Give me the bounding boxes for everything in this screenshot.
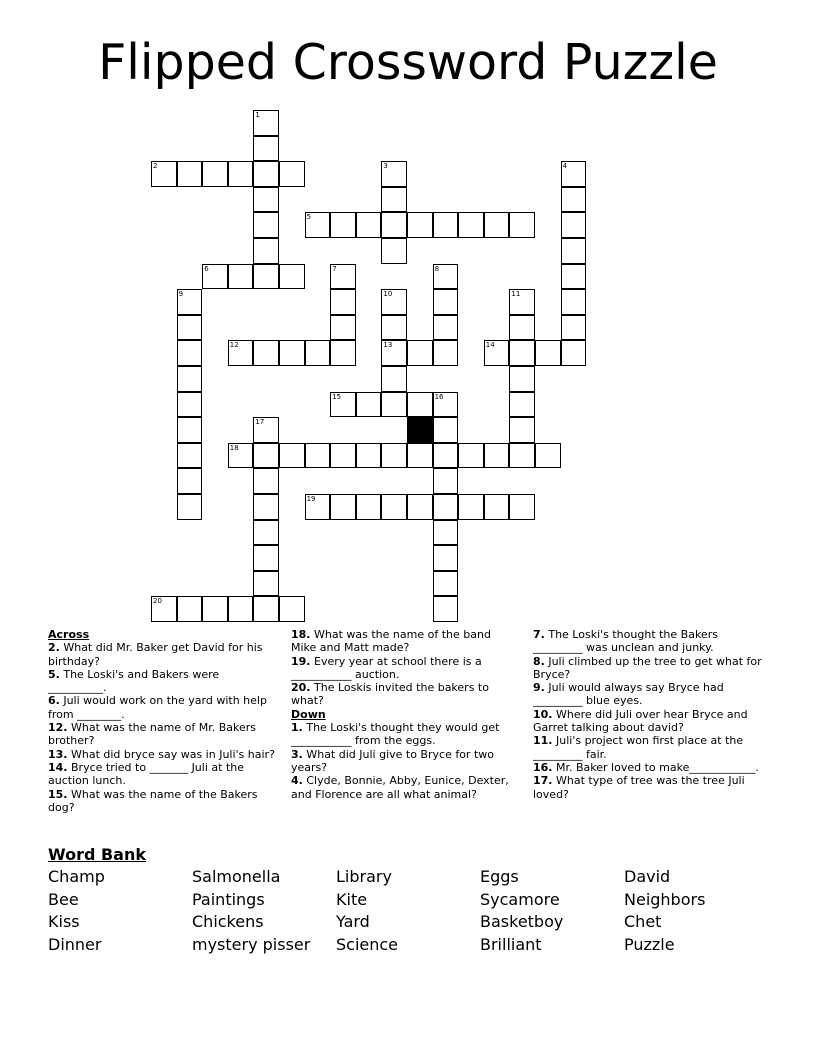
crossword-cell[interactable] — [561, 315, 587, 341]
crossword-cell[interactable] — [407, 443, 433, 469]
clue-across-15: 15. What was the name of the Bakers dog? — [48, 787, 258, 814]
crossword-cell[interactable] — [381, 212, 407, 238]
word-bank-item: Brilliant — [480, 934, 542, 954]
crossword-cell[interactable] — [535, 340, 561, 366]
crossword-cell[interactable] — [177, 289, 203, 315]
crossword-cell[interactable] — [381, 161, 407, 187]
clue-number: 7 — [332, 264, 337, 273]
clue-across-13: 13. What did bryce say was in Juli's hair? — [48, 747, 275, 761]
clue-number: 3 — [383, 162, 388, 171]
page-title: Flipped Crossword Puzzle — [98, 34, 718, 91]
crossword-cell[interactable] — [202, 264, 228, 290]
crossword-cell[interactable] — [253, 212, 279, 238]
clue-across-18: 18. What was the name of the band Mike and Matt made? — [291, 628, 491, 655]
crossword-cell[interactable] — [253, 187, 279, 213]
crossword-cell[interactable] — [330, 340, 356, 366]
clue-number: 2 — [153, 162, 158, 171]
crossword-cell[interactable] — [509, 392, 535, 418]
crossword-cell[interactable] — [381, 238, 407, 264]
crossword-cell[interactable] — [509, 417, 535, 443]
clue-number: 9 — [178, 290, 184, 299]
crossword-cell[interactable] — [330, 212, 356, 238]
crossword-block — [407, 417, 433, 443]
word-bank-item: Salmonella — [192, 867, 281, 886]
clue-down-11: 11. Juli's project won first place at the _________ fair. — [533, 734, 744, 761]
crossword-cell[interactable] — [509, 494, 535, 520]
clue-number: 19 — [306, 495, 316, 503]
crossword-cell[interactable] — [561, 161, 587, 187]
crossword-cell[interactable] — [177, 366, 203, 392]
crossword-cell[interactable] — [535, 443, 561, 469]
crossword-cell[interactable] — [330, 315, 356, 341]
crossword-cell[interactable] — [484, 494, 510, 520]
crossword-cell[interactable] — [202, 596, 228, 622]
word-bank-item: mystery pisser — [192, 934, 311, 954]
crossword-cell[interactable] — [433, 417, 459, 443]
clue-number: 17 — [255, 418, 265, 427]
crossword-cell[interactable] — [228, 443, 254, 469]
clues-column-2 — [291, 628, 519, 801]
crossword-cell[interactable] — [433, 494, 459, 520]
clues-column-3 — [533, 628, 765, 801]
crossword-cell[interactable] — [177, 392, 203, 418]
clue-number: 10 — [383, 290, 393, 299]
crossword-cell[interactable] — [330, 494, 356, 520]
word-bank-item: Kiss — [48, 912, 80, 931]
word-bank-item: Neighbors — [624, 889, 706, 909]
clue-number: 15 — [332, 392, 342, 401]
crossword-cell[interactable] — [433, 392, 459, 418]
word-bank — [48, 866, 768, 956]
crossword-cell[interactable] — [253, 545, 279, 571]
clue-number: 12 — [229, 341, 239, 350]
crossword-cell[interactable] — [177, 596, 203, 622]
crossword-cell[interactable] — [177, 494, 203, 520]
crossword-cell[interactable] — [177, 340, 203, 366]
crossword-cell[interactable] — [433, 289, 459, 315]
crossword-cell[interactable] — [253, 443, 279, 469]
crossword-cell[interactable] — [381, 366, 407, 392]
crossword-cell[interactable] — [561, 340, 587, 366]
crossword-cell[interactable] — [305, 494, 331, 520]
crossword-cell[interactable] — [381, 187, 407, 213]
crossword-cell[interactable] — [484, 443, 510, 469]
crossword-cell[interactable] — [407, 212, 433, 238]
word-bank-item: Sycamore — [480, 889, 560, 909]
crossword-cell[interactable] — [177, 315, 203, 341]
crossword-cell[interactable] — [253, 468, 279, 494]
clue-number: 13 — [383, 341, 393, 350]
crossword-cell[interactable] — [356, 494, 382, 520]
word-bank-item: David — [624, 867, 671, 886]
crossword-cell[interactable] — [253, 340, 279, 366]
crossword-cell[interactable] — [407, 494, 433, 520]
crossword-cell[interactable] — [509, 289, 535, 315]
crossword-cell[interactable] — [253, 264, 279, 290]
crossword-cell[interactable] — [561, 212, 587, 238]
crossword-cell[interactable] — [330, 392, 356, 418]
crossword-cell[interactable] — [279, 340, 305, 366]
crossword-cell[interactable] — [458, 443, 484, 469]
clue-down-8: 8. Juli climbed up the tree to get what for Bryce? — [533, 654, 762, 681]
crossword-cell[interactable] — [561, 264, 587, 290]
crossword-cell[interactable] — [407, 392, 433, 418]
across-header: Across — [48, 628, 90, 641]
crossword-cell[interactable] — [151, 161, 177, 187]
crossword-cell[interactable] — [458, 494, 484, 520]
crossword-cell[interactable] — [253, 417, 279, 443]
crossword-cell[interactable] — [433, 545, 459, 571]
crossword-cell[interactable] — [561, 289, 587, 315]
crossword-cell[interactable] — [356, 392, 382, 418]
clue-across-2: 2. What did Mr. Baker get David for his birthday? — [48, 641, 263, 668]
crossword-cell[interactable] — [356, 443, 382, 469]
crossword-cell[interactable] — [433, 596, 459, 622]
word-bank-item: Science — [336, 934, 399, 954]
clue-down-7: 7. The Loski's thought the Bakers _________ was unclean and junky. — [533, 628, 718, 655]
crossword-cell[interactable] — [433, 443, 459, 469]
crossword-cell[interactable] — [561, 238, 587, 264]
crossword-cell[interactable] — [305, 340, 331, 366]
clue-across-5: 5. The Loski's and Bakers were __________. — [48, 667, 220, 695]
crossword-cell[interactable] — [253, 110, 279, 136]
clue-down-17: 17. What type of tree was the tree Juli loved? — [533, 774, 745, 801]
crossword-cell[interactable] — [381, 392, 407, 418]
crossword-cell[interactable] — [253, 596, 279, 622]
clue-number: 14 — [485, 341, 495, 350]
crossword-cell[interactable] — [279, 264, 305, 290]
crossword-cell[interactable] — [228, 264, 254, 290]
clue-number: 5 — [306, 213, 312, 222]
crossword-cell[interactable] — [509, 212, 535, 238]
clue-number: 20 — [153, 597, 162, 606]
crossword-cell[interactable] — [151, 596, 177, 622]
crossword-cell[interactable] — [433, 520, 459, 546]
word-bank-item: Basketboy — [480, 912, 564, 931]
crossword-cell[interactable] — [484, 340, 510, 366]
clue-across-6: 6. Juli would work on the yard with help from ________. — [48, 694, 267, 721]
word-bank-item: Bee — [48, 889, 79, 909]
crossword-cell[interactable] — [381, 443, 407, 469]
crossword-cell[interactable] — [177, 161, 203, 187]
crossword-cell[interactable] — [356, 212, 382, 238]
crossword-cell[interactable] — [458, 212, 484, 238]
crossword-cell[interactable] — [253, 136, 279, 162]
crossword-cell[interactable] — [228, 161, 254, 187]
clue-down-10: 10. Where did Juli over hear Bryce and Garret talking about david? — [533, 707, 748, 735]
crossword-cell[interactable] — [330, 264, 356, 290]
clue-down-1: 1. The Loski's thought they would get ___________ from the eggs. — [291, 721, 500, 748]
crossword-cell[interactable] — [228, 340, 254, 366]
crossword-cell[interactable] — [484, 212, 510, 238]
crossword-cell[interactable] — [381, 340, 407, 366]
word-bank-item: Yard — [336, 912, 370, 931]
crossword-cell[interactable] — [253, 238, 279, 264]
crossword-cell[interactable] — [330, 289, 356, 315]
word-bank-item: Chet — [624, 912, 662, 931]
word-bank-item: Puzzle — [624, 934, 675, 954]
crossword-cell[interactable] — [177, 468, 203, 494]
clue-down-16: 16. Mr. Baker loved to make____________. — [533, 760, 759, 774]
crossword-cell[interactable] — [253, 161, 279, 187]
clue-number: 16 — [434, 392, 444, 401]
clue-down-9: 9. Juli would always say Bryce had _________ blue eyes. — [533, 681, 724, 708]
crossword-cell[interactable] — [253, 571, 279, 597]
clue-across-19: 19. Every year at school there is a ___________ auction. — [291, 654, 482, 681]
crossword-cell[interactable] — [305, 212, 331, 238]
clue-across-14: 14. Bryce tried to _______ Juli at the auction lunch. — [48, 760, 244, 788]
crossword-cell[interactable] — [509, 315, 535, 341]
word-bank-item: Kite — [336, 889, 368, 909]
crossword-cell[interactable] — [381, 315, 407, 341]
crossword-cell[interactable] — [433, 468, 459, 494]
crossword-cell[interactable] — [509, 366, 535, 392]
crossword-cell[interactable] — [433, 571, 459, 597]
crossword-cell[interactable] — [381, 289, 407, 315]
crossword-cell[interactable] — [433, 315, 459, 341]
crossword-cell[interactable] — [177, 417, 203, 443]
crossword-cell[interactable] — [433, 212, 459, 238]
crossword-cell[interactable] — [561, 187, 587, 213]
crossword-cell[interactable] — [279, 161, 305, 187]
clue-number: 1 — [255, 111, 260, 119]
word-bank-item: Eggs — [480, 867, 519, 886]
crossword-cell[interactable] — [381, 494, 407, 520]
clue-number: 8 — [434, 264, 440, 273]
crossword-cell[interactable] — [509, 443, 535, 469]
clue-across-20: 20. The Loskis invited the bakers to what? — [291, 681, 489, 708]
crossword-cell[interactable] — [433, 340, 459, 366]
clue-down-3: 3. What did Juli give to Bryce for two years? — [291, 747, 494, 774]
crossword-cell[interactable] — [407, 340, 433, 366]
clue-down-4: 4. Clyde, Bonnie, Abby, Eunice, Dexter, and Florence are all what animal? — [291, 774, 509, 801]
clue-number: 4 — [562, 162, 568, 171]
crossword-cell[interactable] — [279, 596, 305, 622]
word-bank-item: Champ — [48, 867, 105, 886]
word-bank-title: Word Bank — [48, 845, 147, 864]
word-bank-item: Library — [336, 867, 392, 886]
crossword-cell[interactable] — [253, 520, 279, 546]
word-bank-item: Dinner — [48, 934, 102, 954]
down-header: Down — [291, 707, 326, 721]
crossword-cell[interactable] — [202, 161, 228, 187]
crossword-cell[interactable] — [305, 443, 331, 469]
crossword-cell[interactable] — [279, 443, 305, 469]
word-bank-item: Paintings — [192, 889, 265, 909]
crossword-cell[interactable] — [253, 494, 279, 520]
word-bank-item: Chickens — [192, 912, 264, 931]
clue-number: 18 — [229, 443, 239, 452]
clue-across-12: 12. What was the name of Mr. Bakers brother? — [48, 721, 256, 748]
crossword-cell[interactable] — [433, 264, 459, 290]
clues-column-1 — [48, 628, 276, 814]
crossword-cell[interactable] — [177, 443, 203, 469]
crossword-cell[interactable] — [509, 340, 535, 366]
clue-number: 6 — [204, 264, 209, 273]
crossword-cell[interactable] — [228, 596, 254, 622]
clue-number: 11 — [511, 290, 521, 299]
crossword-cell[interactable] — [330, 443, 356, 469]
